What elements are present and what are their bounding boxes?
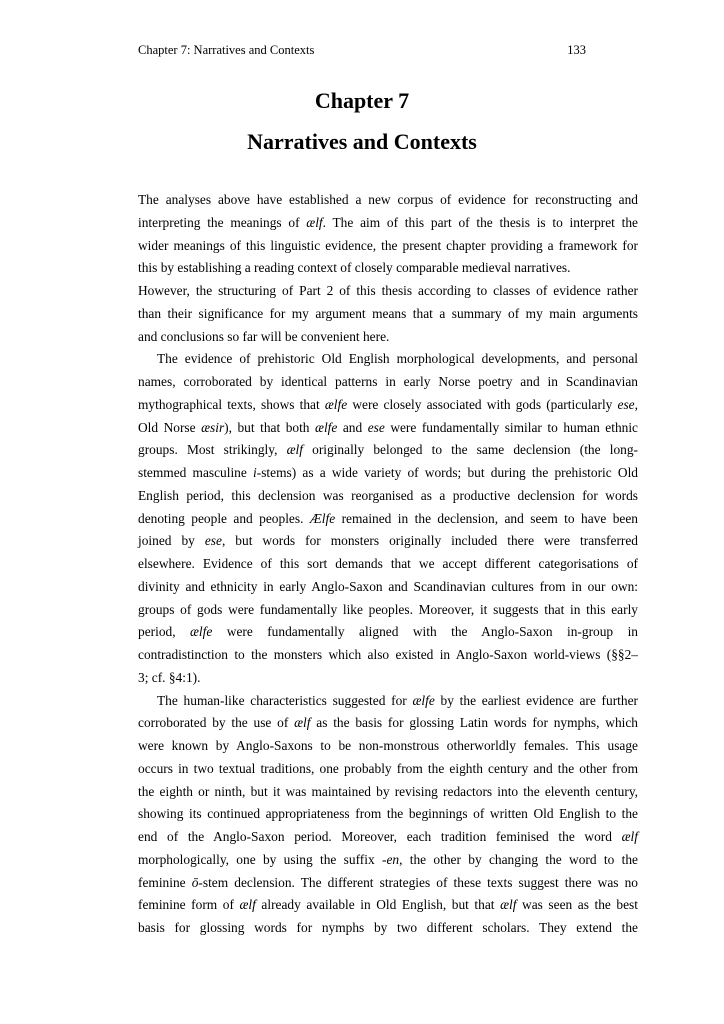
text-run: already available in Old English, but that [255, 897, 501, 913]
text-run: divinity and ethnicity in early Anglo-Saxon and Scandinavian cultures from in our own: [138, 578, 638, 594]
body-line [138, 644, 638, 667]
text-run: ), but that both [224, 419, 316, 435]
body-line [138, 462, 638, 485]
italic-term: ælf [500, 897, 517, 913]
text-run: mythographical texts, shows that [138, 396, 325, 412]
body-line [138, 758, 638, 781]
body-line [138, 189, 638, 212]
text-run: , but words for monsters originally included there were transferred [221, 533, 638, 549]
italic-term: ese [367, 419, 385, 435]
page-number: 133 [567, 43, 586, 57]
body-line [138, 712, 638, 735]
body-line [138, 485, 638, 508]
body-line [138, 417, 638, 440]
italic-term: en [386, 851, 400, 867]
body-line [138, 257, 638, 280]
body-line [138, 781, 638, 804]
body-line [138, 303, 638, 326]
text-run: as the basis for glossing Latin words for nymphs, which [310, 715, 638, 731]
text-run: corroborated by the use of [138, 715, 295, 731]
text-run: morphologically, one by using the suffix - [138, 851, 387, 867]
text-run: originally belonged to the same declension (the long- [302, 442, 638, 458]
italic-term: ælfe [315, 419, 338, 435]
text-run: , the other by changing the word to the [399, 851, 638, 867]
text-run: -stem declension. The different strategies of these texts suggest there was no [198, 874, 638, 890]
body-line [138, 803, 638, 826]
body-line [138, 280, 638, 303]
body-line [138, 735, 638, 758]
body-line [138, 667, 638, 690]
body-line [138, 439, 638, 462]
italic-term: ælf [621, 829, 638, 844]
text-run: showing its continued appropriateness from the beginnings of written Old English to the [138, 806, 638, 822]
text-run: occurs in two textual traditions, one probably from the eighth century and the other from [138, 760, 638, 776]
body-line [138, 235, 638, 258]
body-line [138, 394, 638, 417]
body-line [138, 508, 638, 531]
italic-term: Ælfe [309, 510, 336, 526]
text-run: feminine form of [138, 897, 240, 913]
text-run: joined by [138, 533, 205, 549]
text-run: was seen as the best [516, 897, 638, 913]
running-head [138, 41, 586, 59]
body-line [138, 530, 638, 553]
body-line [138, 849, 638, 872]
text-run: and [337, 419, 368, 435]
text-run: and conclusions so far will be convenient here. [138, 328, 390, 344]
text-run: remained in the declension, and seem to have been [335, 510, 638, 526]
text-run: . The aim of this part of the thesis is to interpret the [322, 214, 638, 230]
italic-term: i [253, 465, 257, 480]
text-run: Old Norse [138, 419, 202, 435]
text-run: were known by Anglo-Saxons to be non-monstrous otherworldly females. This usage [138, 738, 638, 753]
text-run: the eighth or ninth, but it was maintained by revising redactors into the eleventh century, [138, 783, 638, 799]
text-run: 3; cf. §4:1). [138, 669, 201, 685]
italic-term: ō [191, 874, 199, 890]
body-line [138, 894, 638, 917]
italic-term: ælfe [412, 692, 435, 708]
text-run: English period, this declension was reorganised as a productive declension for words [138, 487, 638, 503]
text-run: basis for glossing words for nymphs by two different scholars. They extend the [138, 920, 638, 935]
body-line [138, 826, 638, 849]
italic-term: ælf [286, 442, 303, 458]
body-line [138, 326, 638, 349]
body-line [138, 690, 638, 713]
chapter-title: Narratives and Contexts [247, 129, 477, 154]
text-run: than their significance for my argument means that a summary of my main arguments [138, 305, 638, 321]
text-run: feminine [138, 874, 192, 890]
italic-term: æsir [201, 419, 225, 435]
text-run: names, corroborated by identical patterns in early Norse poetry and in Scandinavian [138, 374, 638, 389]
body-line [138, 599, 638, 622]
text-run: period, [138, 624, 190, 640]
italic-term: ælf [239, 897, 256, 913]
text-run: groups. Most strikingly, [138, 442, 287, 458]
text-run: wider meanings of this linguistic evidence, the present chapter providing a framework for [138, 237, 638, 253]
text-run: -stems) as a wide variety of words; but during the prehistoric Old [256, 465, 638, 480]
text-run: groups of gods were fundamentally like peoples. Moreover, it suggests that in this early [138, 601, 638, 617]
text-run: end of the Anglo-Saxon period. Moreover, each tradition feminised the word [138, 829, 622, 844]
text-run: The analyses above have established a new corpus of evidence for reconstructing and [138, 192, 638, 207]
italic-term: ælfe [190, 624, 213, 640]
text-run: were fundamentally similar to human ethnic [384, 419, 638, 435]
text-run: denoting people and peoples. [138, 510, 310, 526]
body-line [138, 212, 638, 235]
body-line [138, 371, 638, 394]
text-run: were closely associated with gods (particularly [347, 396, 618, 412]
text-run: , [634, 396, 638, 412]
italic-term: ese [204, 533, 222, 549]
text-run: The human-like characteristics suggested for [157, 692, 413, 708]
body-line [138, 621, 638, 644]
body-line [138, 917, 638, 940]
text-run: by the earliest evidence are further [434, 692, 638, 708]
text-run: contradistinction to the monsters which also existed in Anglo-Saxon world-views (§§2– [138, 647, 638, 662]
text-run: interpreting the meanings of [138, 214, 307, 230]
body-line [138, 348, 638, 371]
text-run: stemmed masculine [138, 465, 254, 480]
italic-term: ese [617, 396, 635, 412]
text-run: this by establishing a reading context of closely comparable medieval narratives. [138, 260, 571, 276]
italic-term: ælf [306, 214, 323, 230]
body-line [138, 872, 638, 895]
text-run: The evidence of prehistoric Old English morphological developments, and personal [157, 351, 638, 367]
body-text [138, 189, 638, 940]
chapter-label: Chapter 7 [314, 88, 410, 113]
text-run: However, the structuring of Part 2 of this thesis according to classes of evidence rather [138, 283, 638, 298]
body-line [138, 576, 638, 599]
italic-term: ælf [294, 715, 311, 731]
italic-term: ælfe [324, 396, 348, 412]
text-run: elsewhere. Evidence of this sort demands that we accept different categorisations of [138, 556, 638, 571]
body-line [138, 553, 638, 576]
text-run: were fundamentally aligned with the Anglo-Saxon in-group in [212, 624, 638, 640]
running-head-title: Chapter 7: Narratives and Contexts [138, 43, 315, 57]
